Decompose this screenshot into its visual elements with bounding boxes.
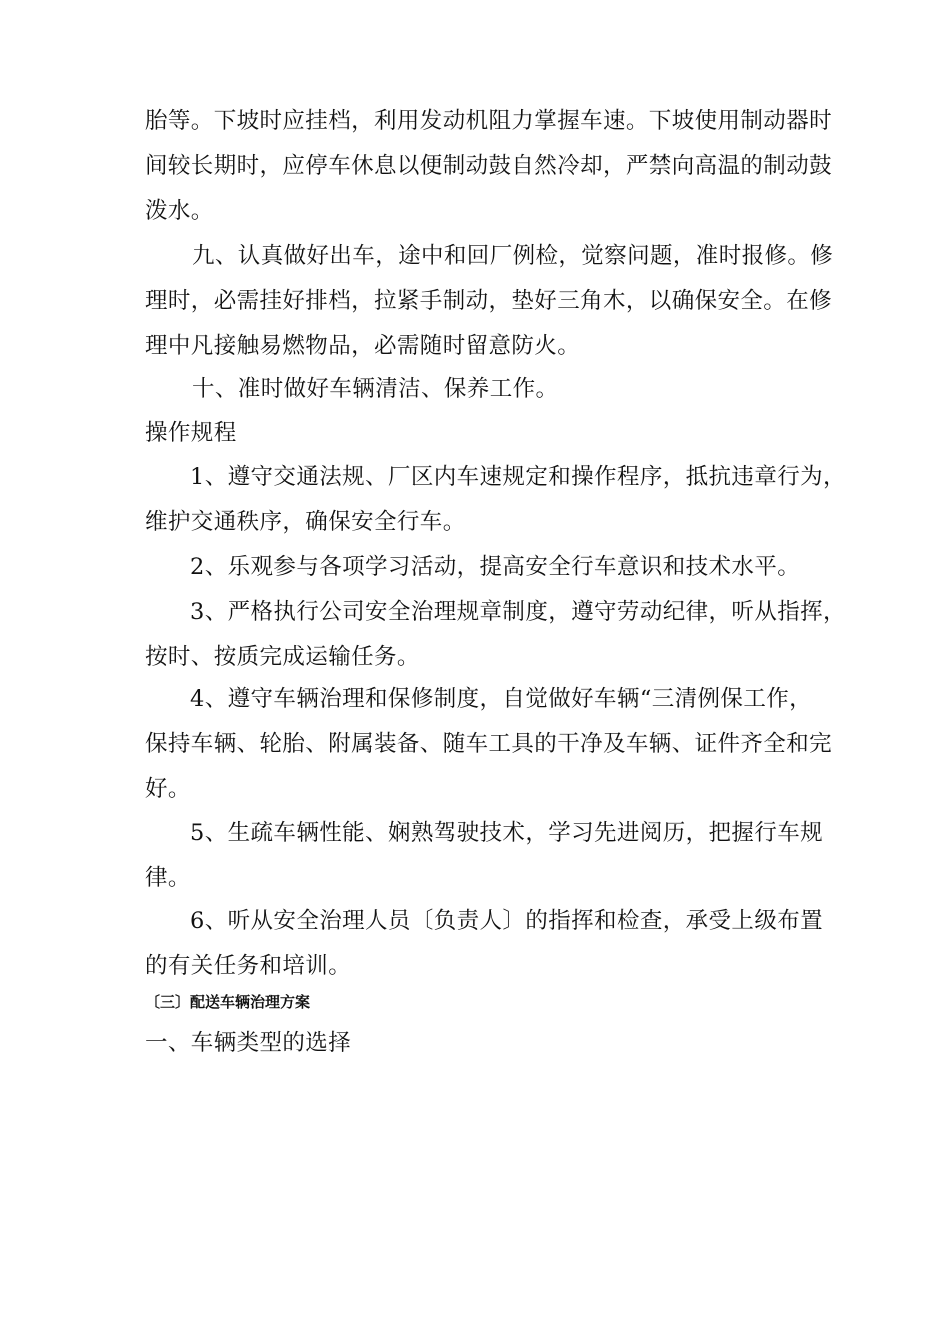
list-item: 4、遵守车辆治理和保修制度，自觉做好车辆“三清例保工作， <box>190 686 813 712</box>
section-heading: 〔三〕配送车辆治理方案 <box>145 993 311 1011</box>
list-item-continuation: 按时、按质完成运输任务。 <box>145 644 420 670</box>
list-item: 5、生疏车辆性能、娴熟驾驶技术，学习先进阅历，把握行车规 <box>190 820 824 846</box>
paragraph-line: 胎等。下坡时应挂档，利用发动机阻力掌握车速。下坡使用制动器时 <box>145 108 833 134</box>
list-item-continuation: 好。 <box>145 776 191 802</box>
section-title: 操作规程 <box>145 420 237 446</box>
subsection-heading: 一、车辆类型的选择 <box>145 1030 352 1056</box>
list-item-continuation: 保持车辆、轮胎、附属装备、随车工具的干净及车辆、证件齐全和完 <box>145 731 833 757</box>
paragraph-line: 泼水。 <box>145 198 214 224</box>
paragraph-line: 理中凡接触易燃物品，必需随时留意防火。 <box>145 333 581 359</box>
paragraph-line: 理时，必需挂好排档，拉紧手制动，垫好三角木，以确保安全。在修 <box>145 288 833 314</box>
paragraph-line: 十、准时做好车辆清洁、保养工作。 <box>192 376 559 402</box>
list-item: 1、遵守交通法规、厂区内车速规定和操作程序，抵抗违章行为， <box>190 464 846 490</box>
list-item: 3、严格执行公司安全治理规章制度，遵守劳动纪律，听从指挥， <box>190 599 846 625</box>
list-item-continuation: 维护交通秩序，确保安全行车。 <box>145 509 466 535</box>
list-item-continuation: 律。 <box>145 865 191 891</box>
list-item: 2、乐观参与各项学习活动，提高安全行车意识和技术水平。 <box>190 554 801 580</box>
list-item-continuation: 的有关任务和培训。 <box>145 953 352 979</box>
paragraph-line: 间较长期时，应停车休息以便制动鼓自然冷却，严禁向高温的制动鼓 <box>145 153 833 179</box>
list-item: 6、听从安全治理人员〔负责人〕的指挥和检查，承受上级布置 <box>190 908 824 934</box>
paragraph-line: 九、认真做好出车，途中和回厂例检，觉察问题，准时报修。修 <box>192 243 834 269</box>
